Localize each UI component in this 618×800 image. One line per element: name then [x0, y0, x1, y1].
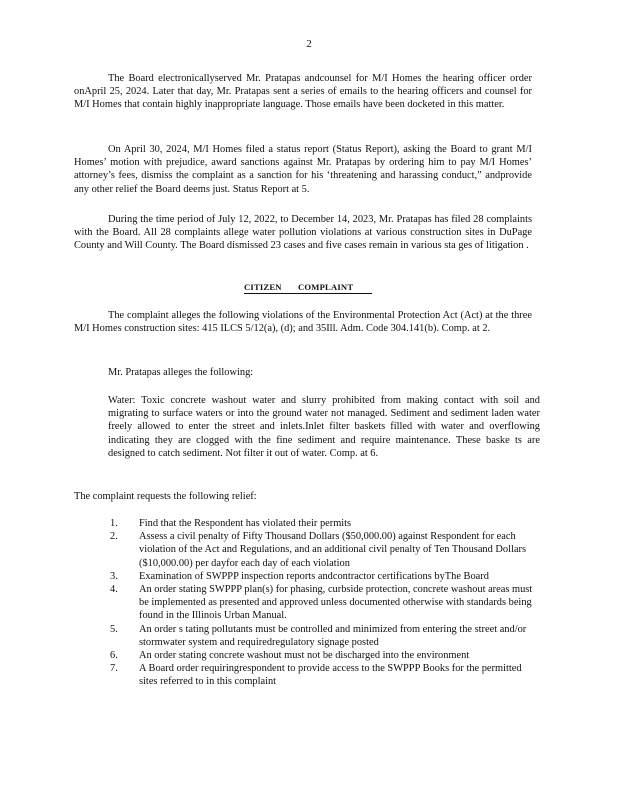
- page-number: 2: [306, 38, 312, 50]
- relief-item: [108, 517, 536, 530]
- section-heading-citizen-complaint: [244, 281, 372, 294]
- paragraph-relief-intro: The complaint requests the following relief:: [74, 491, 257, 502]
- relief-item: [108, 530, 536, 570]
- relief-item-text: Find that the Respondent has violated their permits: [139, 518, 352, 529]
- relief-item-number: 2.: [110, 531, 118, 543]
- paragraph-allegations-intro: Mr. Pratapas alleges the following:: [108, 367, 254, 378]
- relief-item: [108, 649, 536, 662]
- heading-word-complaint: COMPLAINT: [298, 282, 354, 292]
- relief-item: [108, 662, 536, 688]
- heading-word-citizen: CITIZEN: [244, 282, 282, 292]
- relief-item-number: 3.: [110, 570, 118, 582]
- paragraph-email-service: The Board electronicallyserved Mr. Pratapas andcounsel for M/I Homes the hearing officer order onApril 25, 2024. Later that day, Mr. Pratapas sent a series of emails to the hearing officers and counsel for M/I Homes that contain highly inappropriate language. Those emails have been docketed in this matter.: [74, 73, 532, 111]
- relief-item-text: An order s tating pollutants must be controlled and minimized from entering the street and/or stormwater system and requiredregulatory signage posted: [139, 623, 527, 648]
- relief-item: [108, 583, 536, 623]
- relief-item-text: An order stating concrete washout must not be discharged into the environment: [139, 650, 470, 662]
- relief-item-number: 6.: [110, 650, 118, 662]
- relief-item-text: Examination of SWPPP inspection reports andcontractor certifications byThe Board: [139, 570, 489, 582]
- paragraph-status-report: On April 30, 2024, M/I Homes filed a status report (Status Report), asking the Board to grant M/I Homes’ motion with prejudice, award sanctions against Mr. Pratapas by ordering him to pay M/I Homes’ attorney’s fees, dismiss the complaint as a sanction for his ‘threatening and harassing conduct,” andprovide any other relief the Board deems just. Status Report at 5.: [74, 144, 532, 195]
- relief-item-number: 1.: [110, 518, 118, 529]
- relief-item-text: An order stating SWPPP plan(s) for phasing, curbside protection, concrete washout areas must be implemented as presented and approved unless documented otherwise with standards being found in the Illinois Urban Manual.: [139, 584, 533, 622]
- relief-item: [108, 623, 536, 649]
- relief-item-text: A Board order requiringrespondent to provide access to the SWPPP Books for the permitted sites referred to in this complaint: [139, 663, 522, 688]
- relief-item: [108, 570, 536, 583]
- block-quote-allegations: Water: Toxic concrete washout water and slurry prohibited from making contact with soil and migrating to surface waters or into the ground water not managed. Sediment and sediment laden water freely allowed to enter the street and inlets.Inlet filter baskets filled with water and overflowing indicating they are clogged with the fine sediment and require maintenance. These baske ts are designed to catch sediment. Not filter it out of water. Comp. at 6.: [108, 395, 540, 459]
- relief-item-number: 7.: [110, 663, 118, 675]
- relief-list: [108, 517, 536, 689]
- relief-item-number: 5.: [110, 623, 118, 635]
- relief-item-number: 4.: [110, 584, 118, 596]
- paragraph-prior-complaints: During the time period of July 12, 2022, to December 14, 2023, Mr. Pratapas has filed 28 complaints with the Board. All 28 complaints allege water pollution violations at various construction sites in DuPage County and Will County. The Board dismissed 23 cases and five cases remain in various sta ges of litigation .: [74, 214, 532, 252]
- paragraph-alleged-violations: The complaint alleges the following violations of the Environmental Protection Act (Act) at the three M/I Homes construction sites: 415 ILCS 5/12(a), (d); and 35Ill. Adm. Code 304.141(b). Comp. at 2.: [74, 310, 532, 335]
- relief-item-text: Assess a civil penalty of Fifty Thousand Dollars ($50,000.00) against Respondent for each violation of the Act and Regulations, and an additional civil penalty of Ten Thousand Dollars ($10,000.00) per dayfor each day of each violation: [139, 531, 527, 569]
